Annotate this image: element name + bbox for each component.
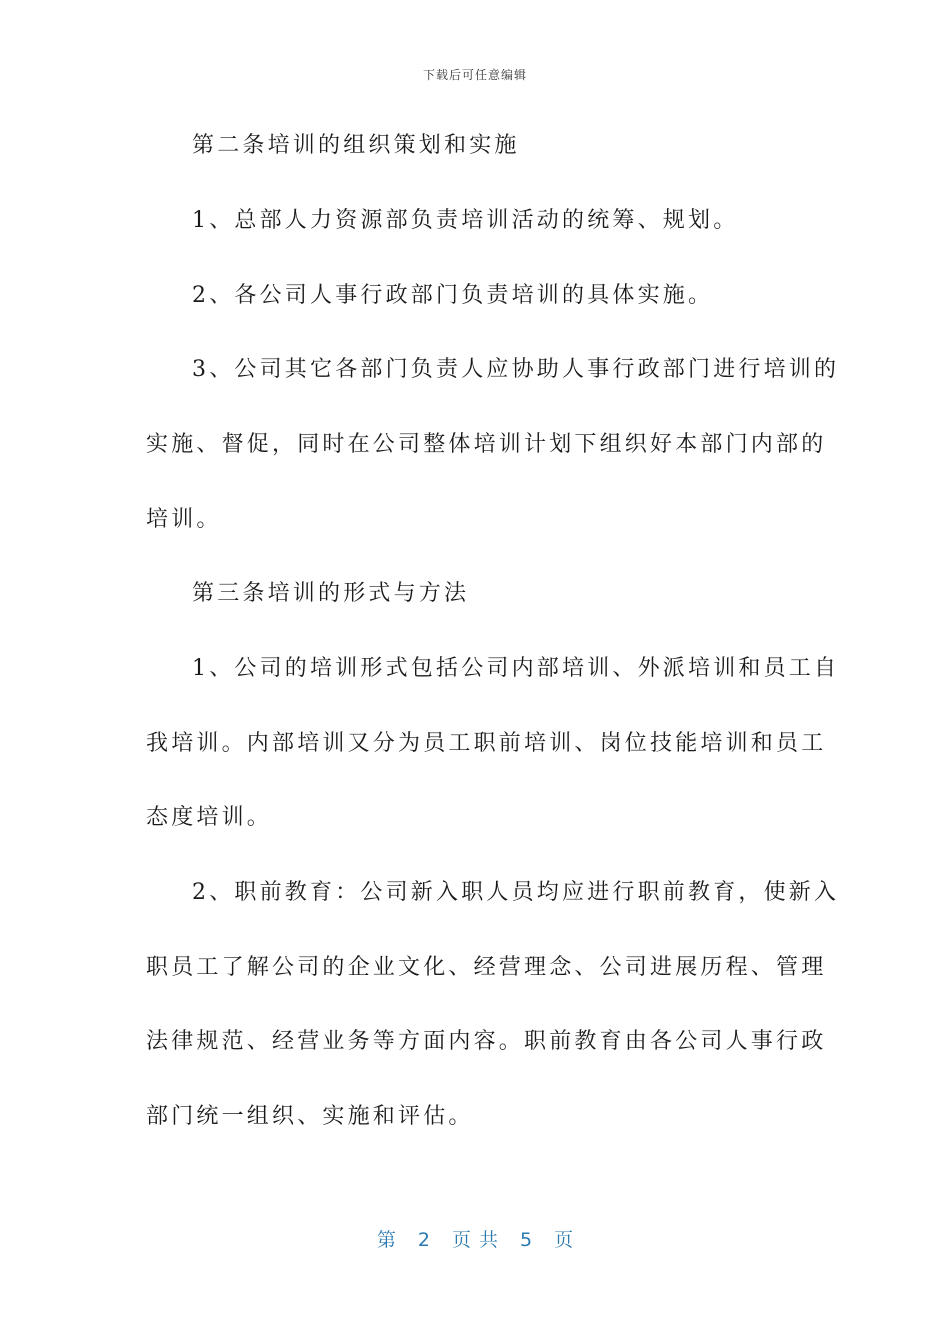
footer-middle: 页共 xyxy=(451,1229,506,1251)
paragraph-line: 态度培训。 xyxy=(146,805,273,830)
section-heading-2: 第二条培训的组织策划和实施 xyxy=(192,133,520,158)
footer-page-number: 2 xyxy=(417,1229,430,1251)
paragraph-line: 我培训。内部培训又分为员工职前培训、岗位技能培训和员工 xyxy=(146,731,827,756)
footer-suffix: 页 xyxy=(554,1229,574,1251)
section-heading-3: 第三条培训的形式与方法 xyxy=(192,581,470,606)
header-note: 下载后可任意编辑 xyxy=(422,68,527,82)
paragraph-line: 部门统一组织、实施和评估。 xyxy=(146,1104,474,1129)
paragraph-line: 培训。 xyxy=(146,507,222,532)
paragraph-line: 实施、督促，同时在公司整体培训计划下组织好本部门内部的 xyxy=(146,432,827,457)
paragraph-line: 2、各公司人事行政部门负责培训的具体实施。 xyxy=(192,283,714,308)
paragraph-line: 职员工了解公司的企业文化、经营理念、公司进展历程、管理 xyxy=(146,955,827,980)
paragraph-line: 法律规范、经营业务等方面内容。职前教育由各公司人事行政 xyxy=(146,1029,827,1054)
footer-total-pages: 5 xyxy=(520,1229,533,1251)
paragraph-line: 1、总部人力资源部负责培训活动的统筹、规划。 xyxy=(192,208,739,233)
paragraph-line: 3、公司其它各部门负责人应协助人事行政部门进行培训的 xyxy=(192,357,840,382)
paragraph-line: 2、职前教育：公司新入职人员均应进行职前教育，使新入 xyxy=(192,880,840,905)
footer-prefix: 第 xyxy=(376,1229,396,1251)
paragraph-line: 1、公司的培训形式包括公司内部培训、外派培训和员工自 xyxy=(192,656,840,681)
page-footer xyxy=(0,1225,950,1252)
